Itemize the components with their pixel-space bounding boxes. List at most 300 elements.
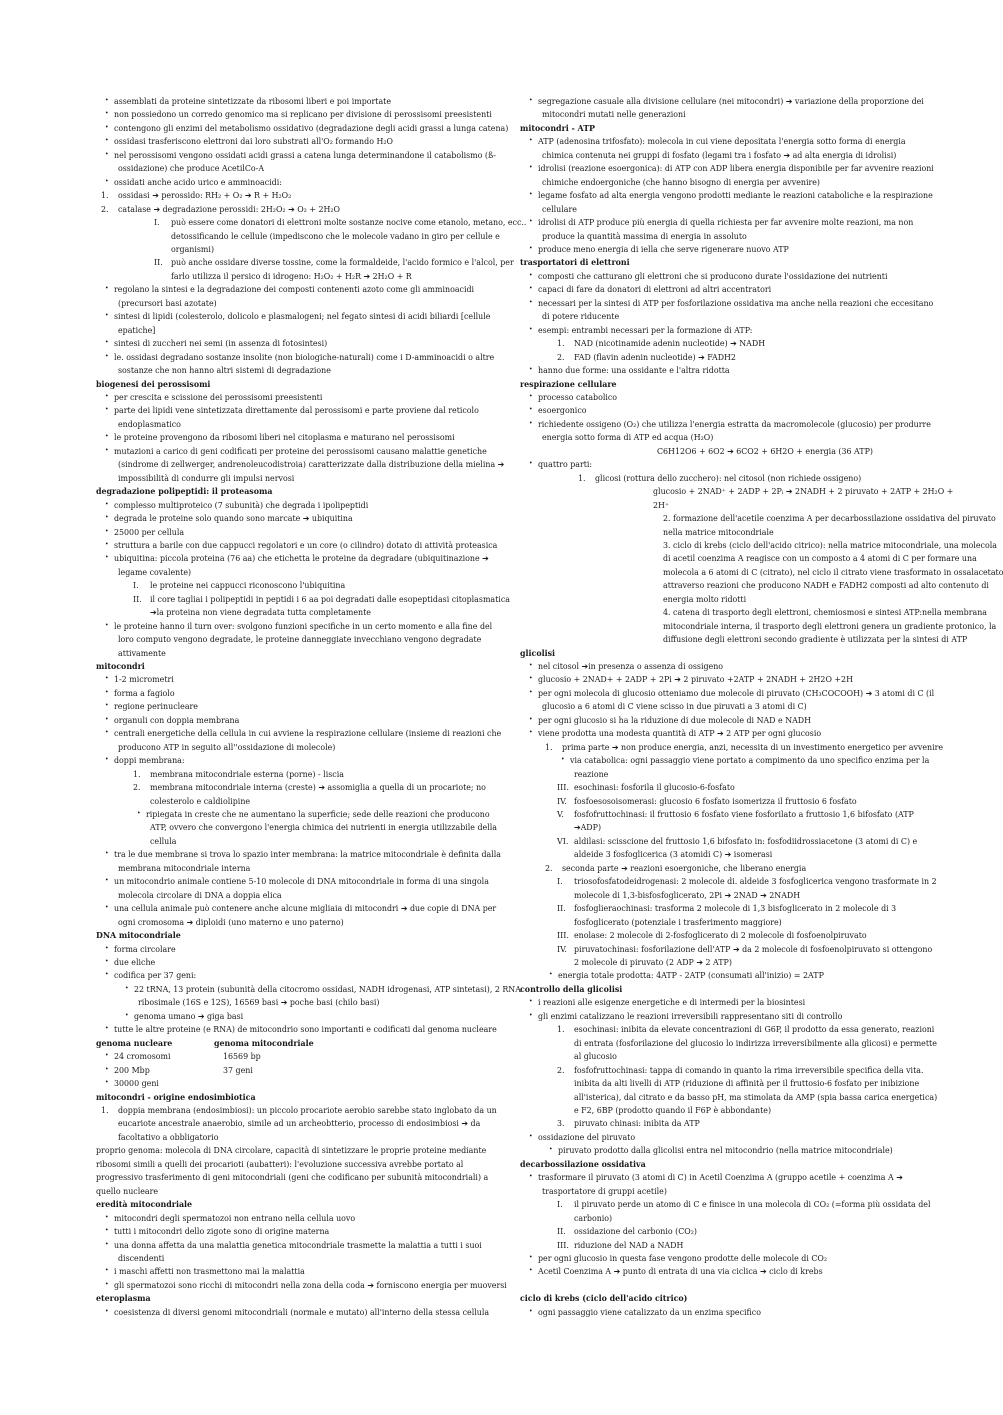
bullet-marker: • bbox=[529, 1173, 533, 1181]
table-cell: 37 geni bbox=[223, 1065, 253, 1075]
numbered-text: fosfoesosoisomerasi: glucosio 6 fosfato isomerizza il fruttosio 6 fosfato bbox=[574, 796, 857, 806]
bullet-item bbox=[520, 1144, 906, 1157]
numbered-text: doppia membrana (endosimbiosi): un piccolo procariote aerobio sarebbe stato inglobato da un bbox=[118, 1105, 497, 1115]
bullet-text: un mitocondrio animale contiene 5-10 molecole di DNA mitocondriale in forma di una singola bbox=[114, 877, 489, 887]
continuation-line: (sindrome di zellwerger, andrenoleucodistroia) caratterizzate dalla distribuzione della mielina ➔ bbox=[118, 460, 505, 470]
bullet-text: forma a fagiolo bbox=[114, 688, 175, 698]
bullet-item bbox=[96, 176, 478, 189]
numbered-text: fosfoglieraochinasi: trasforma 2 molecole di 1,3 bisfoglicerato in 2 molecole di 3 bbox=[574, 904, 897, 914]
bullet-item bbox=[96, 754, 478, 767]
bullet-text: una cellula animale può contenere anche alcune migliaia di mitocondri ➔ due copie di DNA per bbox=[114, 904, 497, 914]
bullet-text: ossidazione del piruvato bbox=[538, 1132, 636, 1142]
numbered-item bbox=[520, 781, 906, 794]
continuation-line: ATP, ovvero che convergono l'energia chimica dei nutrienti in energia utilizzabile della bbox=[150, 823, 497, 833]
bullet-marker: • bbox=[105, 500, 109, 508]
bullet-item bbox=[96, 95, 478, 108]
bullet-marker: • bbox=[105, 1065, 109, 1073]
bullet-item bbox=[520, 270, 906, 283]
bullet-marker: • bbox=[105, 285, 109, 293]
numbered-text: piruvatochinasi: fosforilazione dell'ATP ➔ da 2 molecole di fosfoenolpiruvato si ottengono bbox=[574, 944, 933, 954]
bullet-text: per ogni molecola di glucosio otteniamo due molecole di piruvato (CH₃COCOOH) ➔ 3 atomi di C (il bbox=[538, 688, 935, 698]
numbered-text: le proteine nei cappucci riconoscono l'ubiquitina bbox=[150, 581, 346, 591]
continuation-line: fosfoglicerato (potenziale i trasferimento maggiore) bbox=[574, 917, 782, 927]
bullet-text: ubiquitina: piccola proteina (76 aa) che etichetta le proteine da degradare (ubiquitinazione ➔ bbox=[114, 554, 489, 564]
bullet-item bbox=[96, 1023, 497, 1036]
continuation-line: 2H⁺ bbox=[653, 500, 670, 510]
numbered-item bbox=[520, 1117, 906, 1130]
continuation-line: 4. catena di trasporto degli elettroni, chemiosmosi e sintesi ATP:nella membrana bbox=[663, 608, 987, 618]
bullet-marker: • bbox=[105, 312, 109, 320]
bullet-item bbox=[96, 351, 495, 364]
bullet-text: coesistenza di diversi genomi mitocondriali (normale e mutato) all'interno della stessa cellula bbox=[114, 1307, 490, 1317]
numbered-text: ossidasi ➔ perossido: RH₂ + O₂ ➔ R + H₂O₂ bbox=[118, 191, 292, 201]
section-heading: trasportatori di elettroni bbox=[520, 258, 630, 268]
bullet-item bbox=[96, 1239, 482, 1252]
bullet-item bbox=[520, 297, 934, 310]
continuation-line: impossibilità di condurre gli impulsi nervosi bbox=[118, 473, 295, 483]
bullet-marker: • bbox=[529, 419, 533, 427]
right-column bbox=[520, 95, 1003, 1319]
continuation-line: endoplasmatico bbox=[118, 419, 181, 429]
numbered-text: può essere come donatori di elettroni molte sostanze nocive come etanolo, metano, ecc.. bbox=[171, 218, 527, 228]
numbered-item bbox=[96, 781, 486, 794]
bullet-text: legame fosfato ad alta energia vengono prodotti mediante le reazioni cataboliche e la respirazione bbox=[538, 191, 933, 201]
bullet-marker: • bbox=[529, 164, 533, 172]
continuation-line: organismi) bbox=[171, 244, 215, 254]
bullet-marker: • bbox=[529, 285, 533, 293]
bullet-item bbox=[96, 1010, 478, 1023]
bullet-item bbox=[520, 364, 906, 377]
section-heading: glicolisi bbox=[520, 648, 556, 658]
bullet-item bbox=[520, 404, 906, 417]
bullet-text: organuli con doppia membrana bbox=[114, 715, 240, 725]
bullet-marker: • bbox=[105, 944, 109, 952]
bullet-text: regolano la sintesi e la degradazione dei composti contenenti azoto come gli amminoacidi bbox=[114, 285, 475, 295]
continuation-line: di entrata (fosforilazione del glucosio lo indirizza irreversibilmente alla glicosi) e permette bbox=[574, 1038, 937, 1048]
bullet-item bbox=[96, 391, 478, 404]
bullet-marker: • bbox=[105, 729, 109, 737]
bullet-text: sintesi di lipidi (colesterolo, dolicolo e plasmalogeni; nel fegato sintesi di acidi biliardi [cellule bbox=[114, 312, 491, 322]
bullet-text: tra le due membrane si trova lo spazio inter membrana: la matrice mitocondriale è definita dalla bbox=[114, 850, 501, 860]
numbered-item bbox=[520, 808, 914, 821]
continuation-line: detossificando le cellule (impediscono che le molecole vadano in giro per cellule e bbox=[171, 231, 500, 241]
bullet-marker: • bbox=[529, 97, 533, 104]
bullet-text: nel perossisomi vengono ossidati acidi grassi a catena lunga determinandone il catabolismo (ß- bbox=[114, 150, 496, 160]
bullet-item bbox=[520, 243, 906, 256]
bullet-text: regione perinucleare bbox=[114, 702, 198, 712]
continuation-line: (precursori basi azotate) bbox=[118, 298, 217, 308]
bullet-text: trasformare il piruvato (3 atomi di C) in Acetil Coenzima A (gruppo acetile + coenzima A ➔ bbox=[538, 1173, 903, 1183]
continuation-line: discendenti bbox=[118, 1253, 165, 1263]
numbered-text: riduzione del NAD a NADH bbox=[574, 1240, 684, 1250]
bullet-text: per ogni glucosio in questa fase vengono prodotte delle molecole di CO₂ bbox=[538, 1253, 828, 1263]
bullet-text: piruvato prodotto dalla glicolisi entra nel mitocondrio (nella matrice mitocondriale) bbox=[558, 1146, 893, 1156]
continuation-line: farlo utilizza il persico di idrogeno: H₂O₂ + H₂R ➔ 2H₂O + R bbox=[171, 271, 412, 281]
bullet-text: produce meno energia di iella che serve rigenerare nuovo ATP bbox=[538, 244, 789, 254]
bullet-item bbox=[520, 391, 906, 404]
continuation-line: all'isterica), dal citrato e da basso pH, ma stimolata da AMP (spia bassa carica energetica) bbox=[574, 1092, 938, 1102]
table-cell: genoma nucleare bbox=[96, 1038, 173, 1048]
bullet-marker: • bbox=[529, 662, 533, 670]
continuation-line: produce la quantità massima di energia in assoluto bbox=[542, 231, 747, 241]
bullet-text: tutte le altre proteine (e RNA) de mitocondrio sono importanti e codificati dal genoma nucleare bbox=[114, 1025, 497, 1035]
numbered-text: prima parte ➔ non produce energia, anzi, necessita di un investimento energetico per avvenire bbox=[562, 742, 944, 752]
bullet-text: nel citosol ➔in presenza o assenza di ossigeno bbox=[538, 662, 724, 672]
numbered-item bbox=[520, 875, 937, 888]
bullet-marker: • bbox=[529, 366, 533, 374]
bullet-text: richiedente ossigeno (O₂) che utilizza l'energia estratta da macromolecole (glucosio) per produrre bbox=[538, 419, 931, 429]
item-number: VI. bbox=[557, 836, 569, 846]
continuation-line: energia sotto forma di ATP ed acqua (H₂O) bbox=[542, 433, 714, 443]
bullet-item bbox=[520, 95, 924, 108]
continuation-line: nella matrice mitocondriale bbox=[663, 527, 774, 537]
bullet-item bbox=[96, 848, 501, 861]
continuation-line: quello nucleare bbox=[96, 1186, 159, 1196]
bullet-marker: • bbox=[105, 904, 109, 912]
section-heading: degradazione polipeptidi: il proteasoma bbox=[96, 487, 273, 497]
continuation-line: C6H12O6 + 6O2 ➔ 6CO2 + 6H2O + energia (36 ATP) bbox=[657, 446, 873, 456]
continuation-line: cellula bbox=[150, 836, 177, 846]
numbered-text: triosofosfatodeidrogenasi: 2 molecole di. aldeide 3 fosfoglicerica vengono trasformate in 2 bbox=[574, 877, 937, 887]
bullet-marker: • bbox=[105, 97, 109, 104]
bullet-item bbox=[96, 135, 478, 148]
bullet-marker: • bbox=[529, 406, 533, 414]
bullet-item bbox=[96, 673, 478, 686]
section-heading: eredità mitocondriale bbox=[96, 1200, 193, 1210]
bullet-marker: • bbox=[105, 1307, 109, 1315]
numbered-text: il piruvato perde un atomo di C e finisce in una molecola di CO₂ (=forma più ossidata del bbox=[574, 1200, 931, 1210]
numbered-text: il core tagliai i polipeptidi in peptidi i 6 aa poi degradati dalle esopeptidasi citoplasmatica bbox=[150, 594, 510, 604]
bullet-text: non possiedono un corredo genomico ma si replicano per divisione di perossisomi preesistenti bbox=[114, 110, 492, 120]
numbered-item bbox=[96, 203, 478, 216]
bullet-marker: • bbox=[529, 137, 533, 145]
bullet-item bbox=[520, 714, 906, 727]
numbered-item bbox=[96, 593, 510, 606]
bullet-marker: • bbox=[105, 621, 109, 629]
bullet-marker: • bbox=[105, 715, 109, 723]
bullet-item bbox=[96, 956, 478, 969]
bullet-marker: • bbox=[105, 554, 109, 562]
bullet-marker: • bbox=[137, 810, 141, 818]
continuation-line: carbonio) bbox=[574, 1213, 613, 1223]
continuation-line: ossidazione) che produce AcetilCo-A bbox=[118, 164, 265, 174]
bullet-text: segregazione casuale alla divisione cellulare (nei mitocondri) ➔ variazione della proporzione dei bbox=[538, 97, 924, 106]
bullet-marker: • bbox=[105, 971, 109, 979]
bullet-marker: • bbox=[105, 110, 109, 118]
numbered-text: può anche ossidare diverse tossine, come la formaldeide, l'acido formico e l'alcol, per bbox=[171, 258, 514, 268]
bullet-item bbox=[96, 687, 478, 700]
table-cell: 200 Mbp bbox=[114, 1065, 150, 1075]
numbered-text: ossidazione del carbonio (CO₂) bbox=[574, 1227, 697, 1237]
continuation-line: colesterolo e caldiolipine bbox=[150, 796, 251, 806]
bullet-item bbox=[520, 458, 906, 471]
bullet-item bbox=[96, 283, 478, 296]
continuation-line: e F2, 6BP (prodotto quando il F6P è abbondante) bbox=[574, 1105, 772, 1115]
bullet-text: ogni passaggio viene catalizzato da un enzima specifico bbox=[538, 1307, 761, 1317]
bullet-marker: • bbox=[529, 998, 533, 1006]
bullet-text: hanno due forme: una ossidante e l'altra ridotta bbox=[538, 366, 730, 376]
table-cell: genoma mitocondriale bbox=[214, 1038, 314, 1048]
bullet-item bbox=[520, 673, 906, 686]
bullet-text: i reazioni alle esigenze energetiche e di intermedi per la biosintesi bbox=[538, 998, 806, 1008]
bullet-item bbox=[96, 149, 496, 162]
bullet-text: degrada le proteine solo quando sono marcate ➔ ubiquitina bbox=[114, 514, 353, 524]
bullet-text: 30000 geni bbox=[114, 1079, 159, 1089]
item-number: 1. bbox=[133, 769, 141, 779]
bullet-item bbox=[96, 539, 498, 552]
bullet-marker: • bbox=[105, 1025, 109, 1033]
bullet-text: capaci di fare da donatori di elettroni ad altri accentratori bbox=[538, 285, 772, 295]
bullet-text: una donna affetta da una malattia genetica mitocondriale trasmette la malattia a tutti i suoi bbox=[114, 1240, 482, 1250]
bullet-marker: • bbox=[105, 850, 109, 858]
section-heading: controllo della glicolisi bbox=[520, 984, 623, 994]
bullet-text: struttura a barile con due cappucci regolatori e un core (o cilindro) dotato di attività proteasica bbox=[114, 540, 498, 550]
table-header-row bbox=[96, 1037, 478, 1050]
numbered-text: piruvato chinasi: inibita da ATP bbox=[574, 1119, 700, 1129]
continuation-line: eucariote ancestrale anaerobio, simile ad un archeobtterio, processo di endosimbiosi ➔ da bbox=[118, 1119, 481, 1129]
bullet-text: tutti i mitocondri dello zigote sono di origine materna bbox=[114, 1227, 330, 1237]
bullet-marker: • bbox=[529, 715, 533, 723]
continuation-line: attraverso reazioni che producono NADH e FADH2 composti ad alto contenuto di bbox=[663, 581, 989, 591]
numbered-text: fosfofruttochinasi: il fruttosio 6 fosfato viene fosforilato a fruttosio 1,6 bifosfato (ATP bbox=[574, 810, 914, 820]
numbered-item bbox=[96, 768, 478, 781]
bullet-item bbox=[96, 902, 497, 915]
numbered-text: esochinasi: fosforila il glucosio-6-fosfato bbox=[574, 783, 735, 793]
numbered-item bbox=[520, 795, 906, 808]
bullet-item bbox=[520, 1252, 906, 1265]
bullet-text: sintesi di zuccheri nei semi (in assenza di fotosintesi) bbox=[114, 339, 328, 349]
bullet-marker: • bbox=[105, 1079, 109, 1087]
bullet-item bbox=[520, 996, 906, 1009]
bullet-marker: • bbox=[105, 1052, 109, 1060]
bullet-item bbox=[520, 727, 906, 740]
bullet-marker: • bbox=[529, 1267, 533, 1275]
item-number: 1. bbox=[578, 473, 586, 483]
bullet-text: complesso multiproteico (7 subunità) che degrada i ipolipeptidi bbox=[114, 500, 369, 510]
bullet-item bbox=[96, 969, 478, 982]
continuation-line: glucosio a 6 atomi di C viene scisso in due piruvati a 3 atomi di C) bbox=[542, 702, 807, 712]
bullet-marker: • bbox=[105, 137, 109, 145]
bullet-marker: • bbox=[105, 527, 109, 535]
continuation-line: membrana mitocondriale interna bbox=[118, 863, 251, 873]
numbered-text: glicosi (rottura dello zucchero): nel citosol (non richiede ossigeno) bbox=[595, 473, 862, 483]
bullet-item bbox=[96, 337, 478, 350]
section-heading: ciclo di krebs (ciclo dell'acido citrico) bbox=[520, 1294, 688, 1304]
section-heading: mitocondri - ATP bbox=[520, 123, 595, 133]
bullet-marker: • bbox=[105, 688, 109, 696]
bullet-text: per crescita e scissione dei perossisomi preesistenti bbox=[114, 392, 323, 402]
bullet-marker: • bbox=[529, 191, 533, 199]
bullet-marker: • bbox=[105, 406, 109, 414]
bullet-item bbox=[520, 1171, 906, 1184]
item-number: I. bbox=[557, 877, 563, 887]
item-number: 1. bbox=[101, 191, 109, 201]
bullet-item bbox=[96, 499, 478, 512]
bullet-text: 22 tRNA, 13 protein (subunità della citocromo ossidasi, NADH idrogenasi, ATP sintetasi), 2 RNA bbox=[134, 984, 521, 994]
numbered-item bbox=[96, 189, 478, 202]
bullet-item bbox=[520, 1010, 906, 1023]
bullet-text: Acetil Coenzima A ➔ punto di entrata di una via ciclica ➔ ciclo di krebs bbox=[538, 1267, 823, 1277]
blank-line bbox=[520, 1279, 906, 1292]
bullet-item bbox=[520, 969, 906, 982]
bullet-text: ossidati anche acido urico e amminoacidi: bbox=[114, 177, 282, 187]
bullet-item bbox=[96, 1212, 478, 1225]
table-row bbox=[96, 1050, 478, 1063]
numbered-text: FAD (flavin adenin nucleotide) ➔ FADH2 bbox=[574, 352, 736, 362]
bullet-marker: • bbox=[105, 1267, 109, 1275]
bullet-text: glucosio + 2NAD+ + 2ADP + 2Pi ➔ 2 piruvato +2ATP + 2NADH + 2H2O +2H bbox=[538, 675, 853, 685]
section-heading: biogenesi dei perossisomi bbox=[96, 379, 211, 389]
bullet-marker: • bbox=[529, 392, 533, 400]
numbered-text: aldilasi: scisscione del fruttosio 1,6 bifosfato in: fosfodiidrossiacetone (3 atomi di C) e bbox=[574, 836, 918, 846]
section-heading: DNA mitocondriale bbox=[96, 931, 181, 941]
bullet-marker: • bbox=[105, 123, 109, 131]
bullet-text: assemblati da proteine sintetizzate da ribosomi liberi e poi importate bbox=[114, 97, 392, 106]
item-number: II. bbox=[557, 1227, 566, 1237]
continuation-line: attivamente bbox=[118, 648, 166, 658]
bullet-text: quattro parti: bbox=[538, 460, 593, 470]
section-heading: mitocondri bbox=[96, 662, 145, 672]
table-row bbox=[96, 1064, 478, 1077]
bullet-marker: • bbox=[105, 1213, 109, 1221]
item-number: I. bbox=[154, 218, 160, 228]
bullet-text: i maschi affetti non trasmettono mai la malattia bbox=[114, 1267, 305, 1277]
item-number: 1. bbox=[557, 339, 565, 349]
item-number: I. bbox=[133, 581, 139, 591]
numbered-item bbox=[520, 1198, 931, 1211]
bullet-marker: • bbox=[105, 702, 109, 710]
continuation-line: sostanze che non hanno altri sistemi di degradazione bbox=[118, 366, 331, 376]
item-number: 2. bbox=[557, 1065, 565, 1075]
bullet-text: per ogni glucosio si ha la riduzione di due molecole di NAD e NADH bbox=[538, 715, 812, 725]
bullet-marker: • bbox=[549, 971, 553, 979]
continuation-line: mitocondri mutati nelle generazioni bbox=[542, 110, 686, 120]
continuation-line: legame covalente) bbox=[118, 567, 192, 577]
bullet-marker: • bbox=[105, 392, 109, 400]
bullet-marker: • bbox=[549, 1146, 553, 1154]
continuation-line: diffusione degli elettroni secondo gradiente è utilizzata per la sintesi di ATP bbox=[663, 635, 968, 645]
numbered-item bbox=[520, 902, 906, 915]
bullet-marker: • bbox=[105, 877, 109, 885]
bullet-text: gli spermatozoi sono ricchi di mitocondri nella zona della coda ➔ forniscono energia per muoversi bbox=[114, 1280, 507, 1290]
bullet-text: codifica per 37 geni: bbox=[114, 971, 197, 981]
bullet-marker: • bbox=[105, 150, 109, 158]
bullet-text: processo catabolico bbox=[538, 392, 618, 402]
bullet-marker: • bbox=[105, 958, 109, 965]
bullet-text: esoergonico bbox=[538, 406, 587, 416]
continuation-line: energia molto ridotti bbox=[663, 594, 747, 604]
numbered-text: esochinasi: inibita da elevate concentrazioni di G6P, il prodotto da essa generato, reazioni bbox=[574, 1025, 935, 1035]
bullet-marker: • bbox=[529, 1132, 533, 1140]
item-number: 3. bbox=[557, 1119, 565, 1129]
item-number: IV. bbox=[557, 796, 567, 806]
bullet-item bbox=[520, 1131, 906, 1144]
table-cell: 16569 bp bbox=[223, 1052, 261, 1062]
bullet-marker: • bbox=[529, 298, 533, 306]
continuation-line: di acetil coenzima A reagisce con un composto a 4 atomi di C per formare una bbox=[663, 554, 977, 564]
bullet-item bbox=[520, 687, 935, 700]
bullet-item bbox=[520, 216, 914, 229]
bullet-item bbox=[96, 431, 478, 444]
bullet-marker: • bbox=[529, 675, 533, 683]
bullet-marker: • bbox=[529, 460, 533, 468]
bullet-item bbox=[96, 983, 521, 996]
bullet-text: le. ossidasi degradano sostanze insolite (non biologiche-naturali) come i D-amminoacidi o altre bbox=[114, 352, 495, 362]
item-number: III. bbox=[557, 1240, 569, 1250]
item-number: II. bbox=[133, 594, 142, 604]
bullet-item bbox=[96, 1225, 478, 1238]
continuation-line: ogni cromosoma ➔ diploidi (uno materno e uno paterno) bbox=[118, 917, 344, 927]
bullet-marker: • bbox=[529, 325, 533, 333]
bullet-marker: • bbox=[105, 1227, 109, 1235]
continuation-line: di potere riducente bbox=[542, 312, 620, 322]
numbered-item bbox=[96, 216, 527, 229]
bullet-item bbox=[520, 135, 906, 148]
continuation-line: 2. formazione dell'acetile coenzima A per decarbossilazione ossidativa del piruvato bbox=[663, 514, 996, 524]
bullet-item bbox=[96, 1077, 478, 1090]
table-cell: 24 cromosomi bbox=[114, 1052, 171, 1062]
continuation-line: trasportatore di gruppi acetile) bbox=[542, 1186, 667, 1196]
continuation-line: inibita da alti livelli di ATP (riduzione di affinità per il fruttosio-6 fosfato per inibizione bbox=[574, 1079, 920, 1089]
item-number: III. bbox=[557, 783, 569, 793]
numbered-item bbox=[520, 351, 906, 364]
bullet-text: 1-2 micrometri bbox=[114, 675, 174, 685]
bullet-text: le proteine hanno il turn over: svolgono funzioni specifiche in un certo momento e alla fine del bbox=[114, 621, 493, 631]
continuation-line: cellulare bbox=[542, 204, 577, 214]
bullet-marker: • bbox=[105, 540, 109, 548]
bullet-text: idrolisi (reazione esoergonica): di ATP con ADP libera energia disponibile per far avvenire reazioni bbox=[538, 164, 934, 174]
bullet-text: 25000 per cellula bbox=[114, 527, 185, 537]
item-number: II. bbox=[557, 904, 566, 914]
bullet-text: energia totale prodotta: 4ATP - 2ATP (consumati all'inizio) = 2ATP bbox=[558, 971, 824, 981]
bullet-marker: • bbox=[105, 1240, 109, 1248]
continuation-line: 2 molecole di piruvato (2 ADP ➔ 2 ATP) bbox=[574, 958, 732, 967]
numbered-item bbox=[96, 1104, 497, 1117]
item-number: III. bbox=[557, 931, 569, 941]
section-heading: mitocondri - origine endosimbiotica bbox=[96, 1092, 256, 1102]
bullet-item bbox=[520, 418, 931, 431]
bullet-text: mitocondri degli spermatozoi non entrano nella cellula uovo bbox=[114, 1213, 356, 1223]
item-number: I. bbox=[557, 1200, 563, 1210]
bullet-text: via catabolica: ogni passaggio viene portato a compimento da uno specifico enzima per la bbox=[570, 756, 930, 766]
bullet-text: forma circolare bbox=[114, 944, 176, 954]
bullet-text: parte dei lipidi vene sintetizzata direttamente dal perossisomi e parte proviene dal reticolo bbox=[114, 406, 479, 416]
continuation-line: reazione bbox=[574, 769, 609, 779]
bullet-item bbox=[96, 1265, 478, 1278]
bullet-item bbox=[96, 620, 493, 633]
bullet-marker: • bbox=[105, 514, 109, 522]
bullet-text: composti che catturano gli elettroni che si producono durate l'ossidazione dei nutrienti bbox=[538, 271, 888, 281]
continuation-line: producono ATP in seguito all''ossidazione di molecole) bbox=[118, 742, 336, 752]
bullet-text: mutazioni a carico di geni codificati per proteine dei perossisomi causano malattie genetiche bbox=[114, 446, 487, 456]
numbered-text: membrana mitocondriale esterna (porne) - liscia bbox=[150, 769, 344, 779]
bullet-text: idrolisi di ATP produce più energia di quella richiesta per far avvenire molte reazioni, ma non bbox=[538, 218, 914, 228]
numbered-item bbox=[96, 579, 478, 592]
continuation-line: proprio genoma: molecola di DNA circolare, capacità di sintetizzare le proprie proteine mediante bbox=[96, 1146, 487, 1156]
bullet-marker: • bbox=[125, 984, 129, 992]
continuation-line: ➔la proteina non viene degradata tutta completamente bbox=[150, 608, 371, 618]
continuation-line: glucosio + 2NAD⁺ + 2ADP + 2Pᵢ ➔ 2NADH + 2 piruvato + 2ATP + 2H₂O + bbox=[653, 487, 954, 497]
bullet-text: esempi: entrambi necessari per la formazione di ATP: bbox=[538, 325, 753, 335]
continuation-line: aldeide 3 fosfoglicerica (3 atomidi C) ➔ isomerasi bbox=[574, 850, 773, 860]
numbered-item bbox=[520, 1225, 906, 1238]
bullet-marker: • bbox=[529, 688, 533, 696]
bullet-text: viene prodotta una modesta quantità di ATP ➔ 2 ATP per ogni glucosio bbox=[538, 729, 822, 739]
bullet-item bbox=[96, 526, 478, 539]
item-number: 1. bbox=[557, 1025, 565, 1035]
numbered-item bbox=[520, 472, 906, 485]
numbered-item bbox=[520, 1064, 924, 1077]
